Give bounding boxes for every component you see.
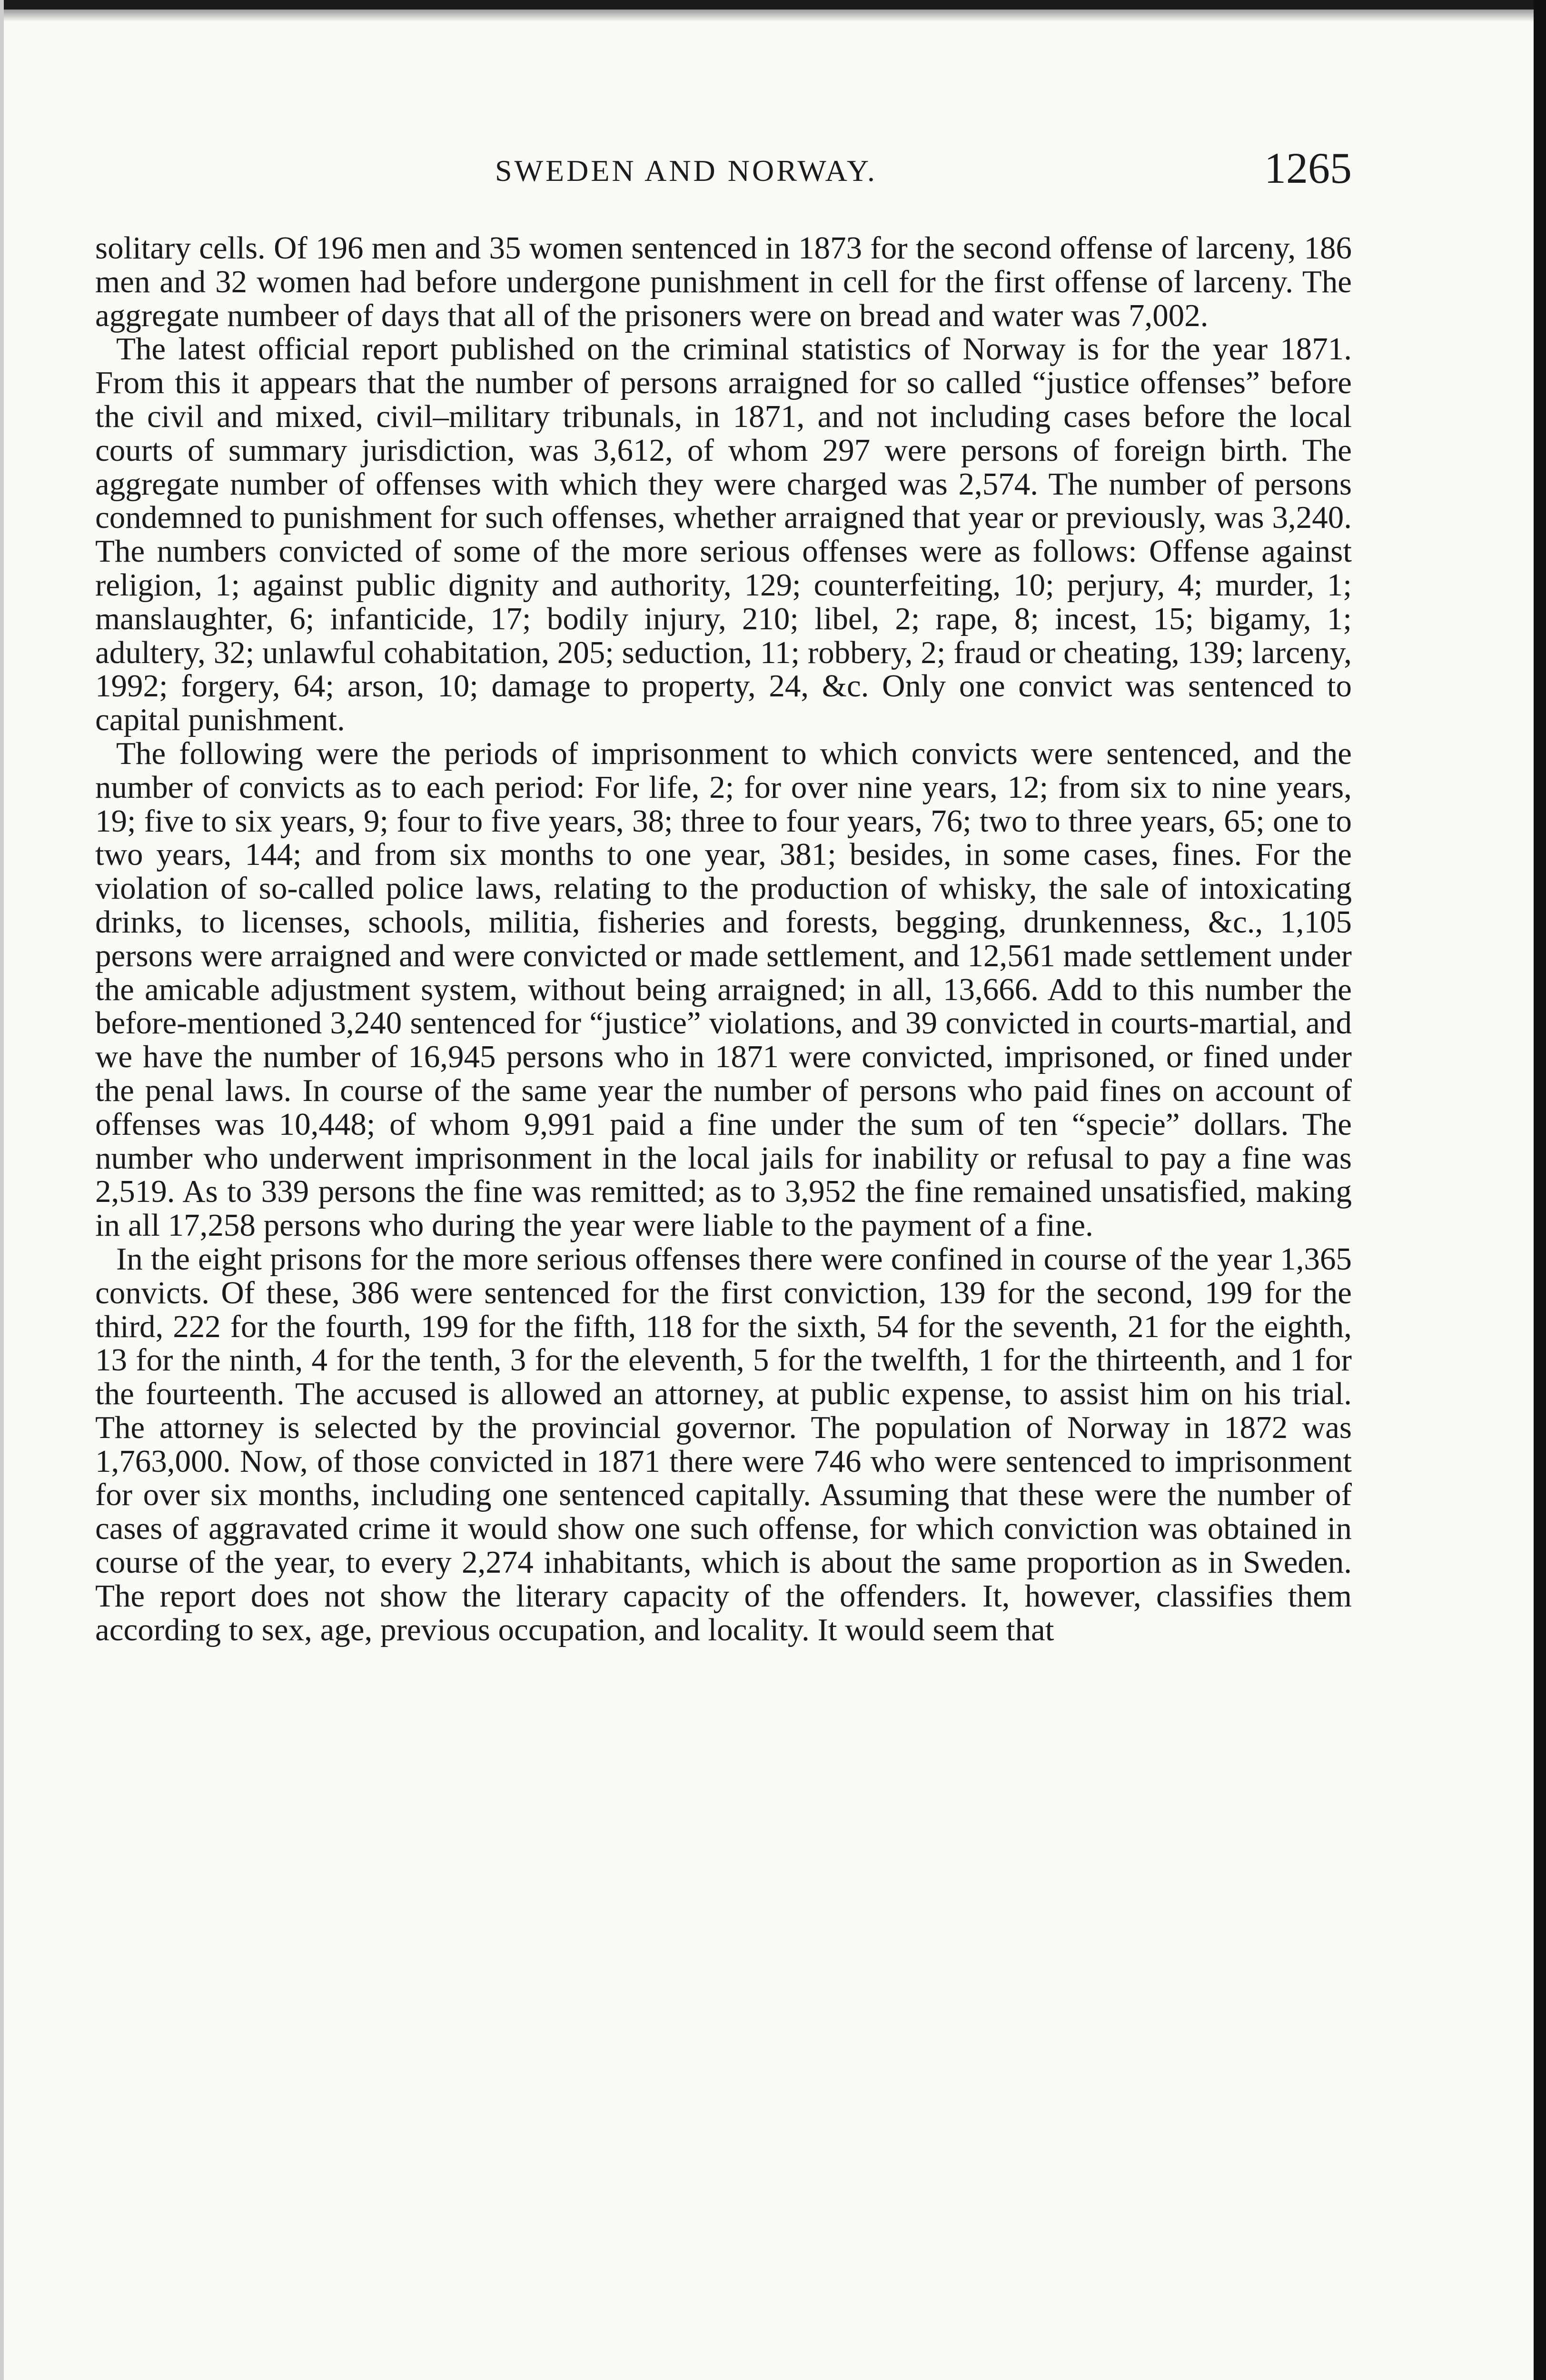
page-number: 1265 bbox=[1264, 144, 1352, 192]
body-text bbox=[95, 231, 1352, 1646]
scan-top-edge bbox=[0, 0, 1546, 10]
paragraph-3: The following were the periods of imprisonment to which convicts were sentenced, and the number of convicts as to each period: For life, 2; for over nine years, 12; from six to nine years, 19; five to six years, 9; four to five years, 38; three to four years, 76; two to three years, 65; one to two years, 144; and from six months to one year, 381; besides, in some cases, fines. For the violation of so-called police laws, relating to the production of whisky, the sale of intoxicating drinks, to licenses, schools, militia, fisheries and forests, begging, drunkenness, &c., 1,105 persons were arraigned and were convicted or made settlement, and 12,561 made settlement under the amicable adjustment system, without being arraigned; in all, 13,666. Add to this number the before-mentioned 3,240 sentenced for “justice” violations, and 39 convicted in courts-martial, and we have the number of 16,945 persons who in 1871 were convicted, imprisoned, or fined under the penal laws. In course of the same year the number of persons who paid fines on account of offenses was 10,448; of whom 9,991 paid a fine under the sum of ten “specie” dollars. The number who underwent imprisonment in the local jails for inability or refusal to pay a fine was 2,519. As to 339 persons the fine was remitted; as to 3,952 the fine remained unsatisfied, making in all 17,258 persons who during the year were liable to the payment of a fine. bbox=[95, 735, 1352, 1243]
running-title: SWEDEN AND NORWAY. bbox=[495, 154, 877, 188]
running-head bbox=[95, 143, 1352, 195]
scan-right-edge bbox=[1534, 0, 1546, 2380]
scan-left-edge bbox=[0, 0, 4, 2380]
scan-top-shadow bbox=[0, 10, 1546, 22]
paragraph-2: The latest official report published on the criminal statistics of Norway is for the year 1871. From this it appears that the number of persons arraigned for so called “justice offenses” before the civil and mixed, civil–military tribunals, in 1871, and not including cases before the local courts of summary jurisdiction, was 3,612, of whom 297 were persons of foreign birth. The aggregate number of offenses with which they were charged was 2,574. The number of persons condemned to punishment for such offenses, whether arraigned that year or previously, was 3,240. The numbers convicted of some of the more serious offenses were as follows: Offense against religion, 1; against public dignity and authority, 129; counterfeiting, 10; perjury, 4; murder, 1; manslaughter, 6; infanticide, 17; bodily injury, 210; libel, 2; rape, 8; incest, 15; bigamy, 1; adultery, 32; unlawful cohabitation, 205; seduction, 11; robbery, 2; fraud or cheating, 139; larceny, 1992; forgery, 64; arson, 10; damage to property, 24, &c. Only one convict was sentenced to capital punishment. bbox=[95, 331, 1352, 738]
paragraph-1: solitary cells. Of 196 men and 35 women sentenced in 1873 for the second offense of larceny, 186 men and 32 women had before undergone punishment in cell for the first offense of larceny. The aggregate numbeer of days that all of the prisoners were on bread and water was 7,002. bbox=[95, 230, 1352, 333]
paragraph-4: In the eight prisons for the more serious offenses there were confined in course of the year 1,365 convicts. Of these, 386 were sentenced for the first conviction, 139 for the second, 199 for the third, 222 for the fourth, 199 for the fifth, 118 for the sixth, 54 for the seventh, 21 for the eighth, 13 for the ninth, 4 for the tenth, 3 for the eleventh, 5 for the twelfth, 1 for the thirteenth, and 1 for the fourteenth. The accused is allowed an attorney, at public expense, to assist him on his trial. The attorney is selected by the provincial governor. The population of Norway in 1872 was 1,763,000. Now, of those convicted in 1871 there were 746 who were sentenced to imprisonment for over six months, including one sentenced capitally. Assuming that these were the number of cases of aggravated crime it would show one such offense, for which conviction was obtained in course of the year, to every 2,274 inhabitants, which is about the same proportion as in Sweden. The report does not show the literary capacity of the offenders. It, however, classifies them according to sex, age, previous occupation, and locality. It would seem that bbox=[95, 1241, 1352, 1647]
